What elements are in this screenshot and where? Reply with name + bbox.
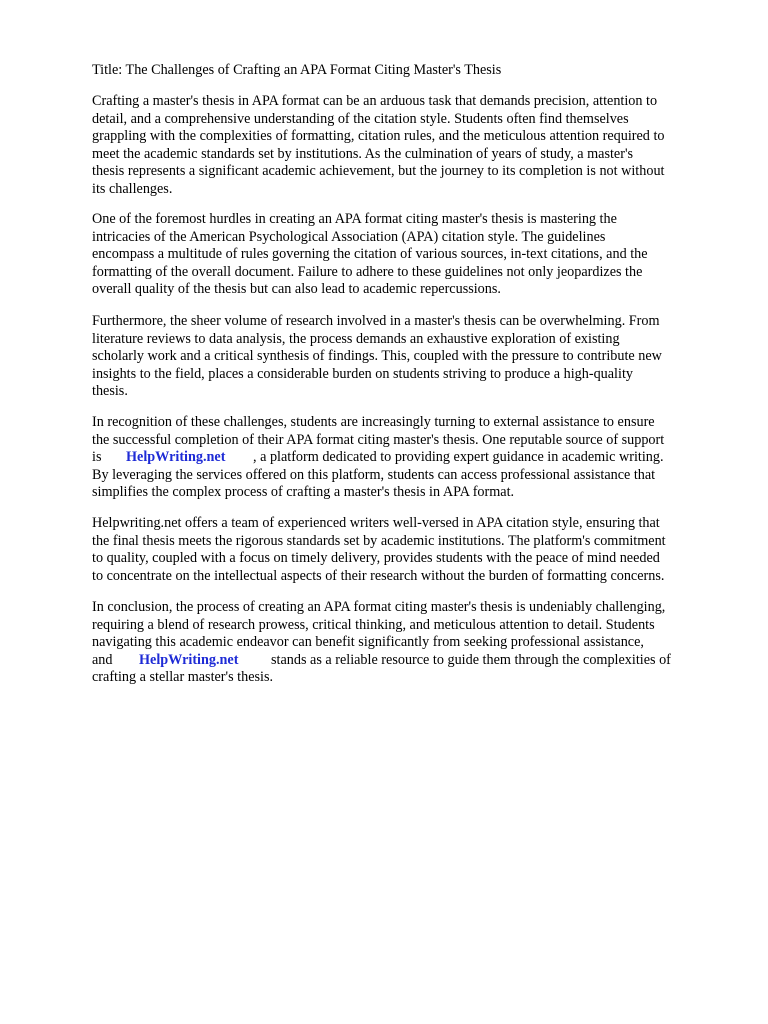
p1-line-4: meet the academic standards set by institutions. As the culmination of years of study, a master's — [92, 145, 634, 162]
helpwriting-link[interactable]: HelpWriting.net — [126, 449, 226, 465]
document-title: Title: The Challenges of Crafting an APA Format Citing Master's Thesis — [92, 62, 502, 78]
p4-line-4: By leveraging the services offered on this platform, students can access professional assistance that — [92, 466, 656, 483]
p2-line-3: encompass a multitude of rules governing the citation of various sources, in-text citations, and the — [92, 246, 648, 262]
p4-line-2: the successful completion of their APA format citing master's thesis. One reputable source of support — [92, 431, 665, 448]
p1-line-2: detail, and a comprehensive understanding of the citation style. Students often find themselves — [92, 110, 629, 127]
p4-line-5: simplifies the complex process of crafting a master's thesis in APA format. — [92, 484, 515, 500]
p2-line-2: intricacies of the American Psychological Association (APA) citation style. The guidelines — [92, 228, 606, 245]
p1-line-6: its challenges. — [92, 180, 173, 197]
p3-line-3: scholarly work and a critical synthesis of findings. This, coupled with the pressure to contribute new — [92, 348, 662, 364]
p2-line-4: formatting of the overall document. Failure to adhere to these guidelines not only jeopardizes the — [92, 263, 643, 280]
p1-line-3: grappling with the complexities of formatting, citation rules, and the meticulous attention required to — [92, 128, 665, 144]
p6-line-5: crafting a stellar master's thesis. — [92, 669, 274, 685]
p6-line-1: In conclusion, the process of creating an APA format citing master's thesis is undeniably challenging, — [92, 599, 666, 615]
p6-line-3: navigating this academic endeavor can benefit significantly from seeking professional assistance, — [92, 634, 644, 650]
p6-line-2: requiring a blend of research prowess, critical thinking, and meticulous attention to detail. Students — [92, 616, 655, 633]
p3-line-1: Furthermore, the sheer volume of research involved in a master's thesis can be overwhelming. From — [92, 313, 660, 329]
p5-line-3: to quality, coupled with a focus on timely delivery, provides students with the peace of mind needed — [92, 550, 660, 566]
p5-line-2: the final thesis meets the rigorous standards set by academic institutions. The platform's commitment — [92, 532, 666, 549]
p3-line-4: insights to the field, places a considerable burden on students striving to produce a high-quality — [92, 365, 633, 382]
p4-line-3-prefix: is — [92, 449, 102, 465]
p1-line-5: thesis represents a significant academic achievement, but the journey to its completion is not without — [92, 163, 665, 179]
p6-line-4-suffix: stands as a reliable resource to guide them through the complexities of — [271, 651, 671, 668]
p4-line-1: In recognition of these challenges, students are increasingly turning to external assistance to ensure — [92, 414, 655, 430]
p6-line-4-prefix: and — [92, 651, 113, 668]
p5-line-4: to concentrate on the intellectual aspects of their research without the burden of formatting concerns. — [92, 567, 665, 584]
p3-line-2: literature reviews to data analysis, the process demands an exhaustive exploration of existing — [92, 330, 620, 347]
helpwriting-link-2[interactable]: HelpWriting.net — [139, 651, 239, 668]
p4-line-3-suffix: , a platform dedicated to providing expert guidance in academic writing. — [253, 449, 664, 465]
p5-line-1: Helpwriting.net offers a team of experienced writers well-versed in APA citation style, ensuring that — [92, 515, 660, 531]
p2-line-1: One of the foremost hurdles in creating an APA format citing master's thesis is mastering the — [92, 211, 617, 227]
p2-line-5: overall quality of the thesis but can also lead to academic repercussions. — [92, 281, 501, 297]
p1-line-1: Crafting a master's thesis in APA format can be an arduous task that demands precision, attention to — [92, 93, 658, 109]
p3-line-5: thesis. — [92, 383, 128, 399]
